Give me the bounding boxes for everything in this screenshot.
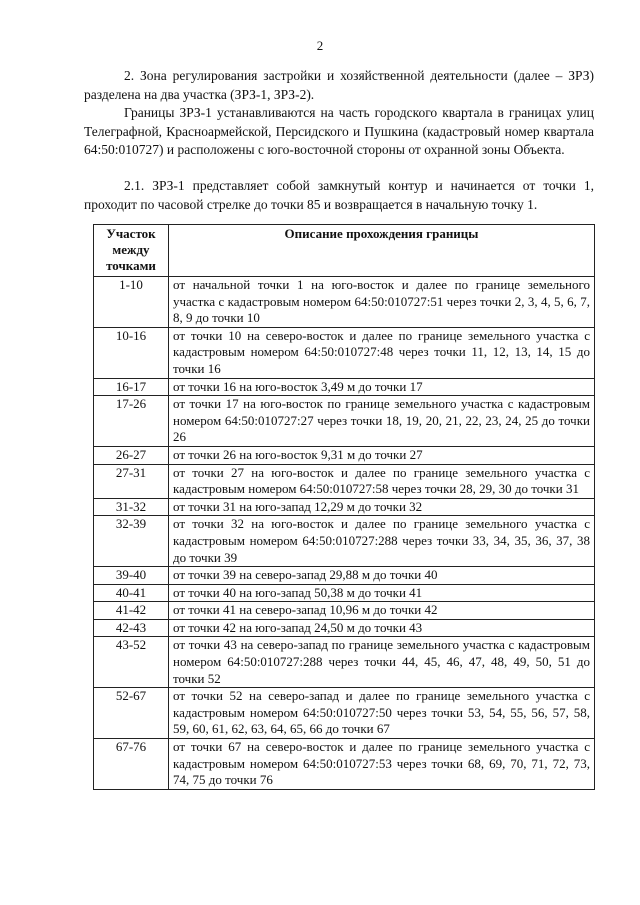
page-number: 2 xyxy=(316,38,324,53)
table-row xyxy=(94,396,595,447)
segment-cell: 39-40 xyxy=(94,567,169,585)
description-cell: от точки 52 на северо-запад и далее по границе земельного участка с кадастровым номером 64:50:010727:50 через точки 53, 54, 55, 56, 57, 58, 59, 60, 61, 62, 63, 64, 65, 66 до точки 67 xyxy=(169,688,595,739)
segment-cell: 27-31 xyxy=(94,464,169,498)
header-segment: Участок между точками xyxy=(94,225,169,277)
boundary-table xyxy=(93,224,595,790)
segment-cell: 26-27 xyxy=(94,446,169,464)
table-row xyxy=(94,584,595,602)
description-cell: от точки 16 на юго-восток 3,49 м до точки 17 xyxy=(169,378,595,396)
description-cell: от точки 39 на северо-запад 29,88 м до точки 40 xyxy=(169,567,595,585)
table-row xyxy=(94,464,595,498)
table-row xyxy=(94,446,595,464)
segment-cell: 42-43 xyxy=(94,619,169,637)
description-cell: от точки 32 на юго-восток и далее по границе земельного участка с кадастровым номером 64:50:010727:288 через точки 33, 34, 35, 36, 37, 38 до точки 39 xyxy=(169,516,595,567)
table-row xyxy=(94,637,595,688)
segment-cell: 31-32 xyxy=(94,498,169,516)
table-row xyxy=(94,277,595,328)
description-cell: от точки 27 на юго-восток и далее по границе земельного участка с кадастровым номером 64:50:010727:58 через точки 28, 29, 30 до точки 31 xyxy=(169,464,595,498)
description-cell: от точки 17 на юго-восток по границе земельного участка с кадастровым номером 64:50:010727:27 через точки 18, 19, 20, 21, 22, 23, 24, 25 до точки 26 xyxy=(169,396,595,447)
segment-cell: 41-42 xyxy=(94,602,169,620)
segment-cell: 40-41 xyxy=(94,584,169,602)
description-cell: от точки 40 на юго-запад 50,38 м до точки 41 xyxy=(169,584,595,602)
description-cell: от точки 67 на северо-восток и далее по границе земельного участка с кадастровым номером 64:50:010727:53 через точки 68, 69, 70, 71, 72, 73, 74, 75 до точки 76 xyxy=(169,739,595,790)
segment-cell: 32-39 xyxy=(94,516,169,567)
description-cell: от точки 42 на юго-запад 24,50 м до точки 43 xyxy=(169,619,595,637)
table-row xyxy=(94,378,595,396)
table-row xyxy=(94,688,595,739)
segment-cell: 67-76 xyxy=(94,739,169,790)
segment-cell: 17-26 xyxy=(94,396,169,447)
description-cell: от точки 26 на юго-восток 9,31 м до точки 27 xyxy=(169,446,595,464)
table-header-row xyxy=(94,225,595,277)
table-row xyxy=(94,739,595,790)
description-cell: от точки 10 на северо-восток и далее по границе земельного участка с кадастровым номером 64:50:010727:48 через точки 11, 12, 13, 14, 15 до точки 16 xyxy=(169,327,595,378)
description-cell: от точки 43 на северо-запад по границе земельного участка с кадастровым номером 64:50:010727:288 через точки 44, 45, 46, 47, 48, 49, 50, 51 до точки 52 xyxy=(169,637,595,688)
table-row xyxy=(94,516,595,567)
paragraph-zrz1-contour: 2.1. ЗРЗ-1 представляет собой замкнутый контур и начинается от точки 1, проходит по часовой стрелке до точки 85 и возвращается в начальную точку 1. xyxy=(84,178,594,212)
table-row xyxy=(94,619,595,637)
table-row xyxy=(94,602,595,620)
header-description: Описание прохождения границы xyxy=(169,225,595,277)
segment-cell: 16-17 xyxy=(94,378,169,396)
table-row xyxy=(94,498,595,516)
description-cell: от точки 41 на северо-запад 10,96 м до точки 42 xyxy=(169,602,595,620)
description-cell: от начальной точки 1 на юго-восток и далее по границе земельного участка с кадастровым номером 64:50:010727:51 через точки 2, 3, 4, 5, 6, 7, 8, 9 до точки 10 xyxy=(169,277,595,328)
description-cell: от точки 31 на юго-запад 12,29 м до точки 32 xyxy=(169,498,595,516)
paragraph-zrz1-boundaries: Границы ЗРЗ-1 устанавливаются на часть городского квартала в границах улиц Телеграфной, Красноармейской, Персидского и Пушкина (кадастровый номер квартала 64:50:010727) и расположены с юго-восточной стороны от охранной зоны Объекта. xyxy=(84,105,594,157)
segment-cell: 43-52 xyxy=(94,637,169,688)
table-row xyxy=(94,567,595,585)
segment-cell: 52-67 xyxy=(94,688,169,739)
table-row xyxy=(94,327,595,378)
segment-cell: 10-16 xyxy=(94,327,169,378)
paragraph-zone-division: 2. Зона регулирования застройки и хозяйственной деятельности (далее – ЗРЗ) разделена на два участка (ЗРЗ-1, ЗРЗ-2). xyxy=(84,68,594,102)
segment-cell: 1-10 xyxy=(94,277,169,328)
